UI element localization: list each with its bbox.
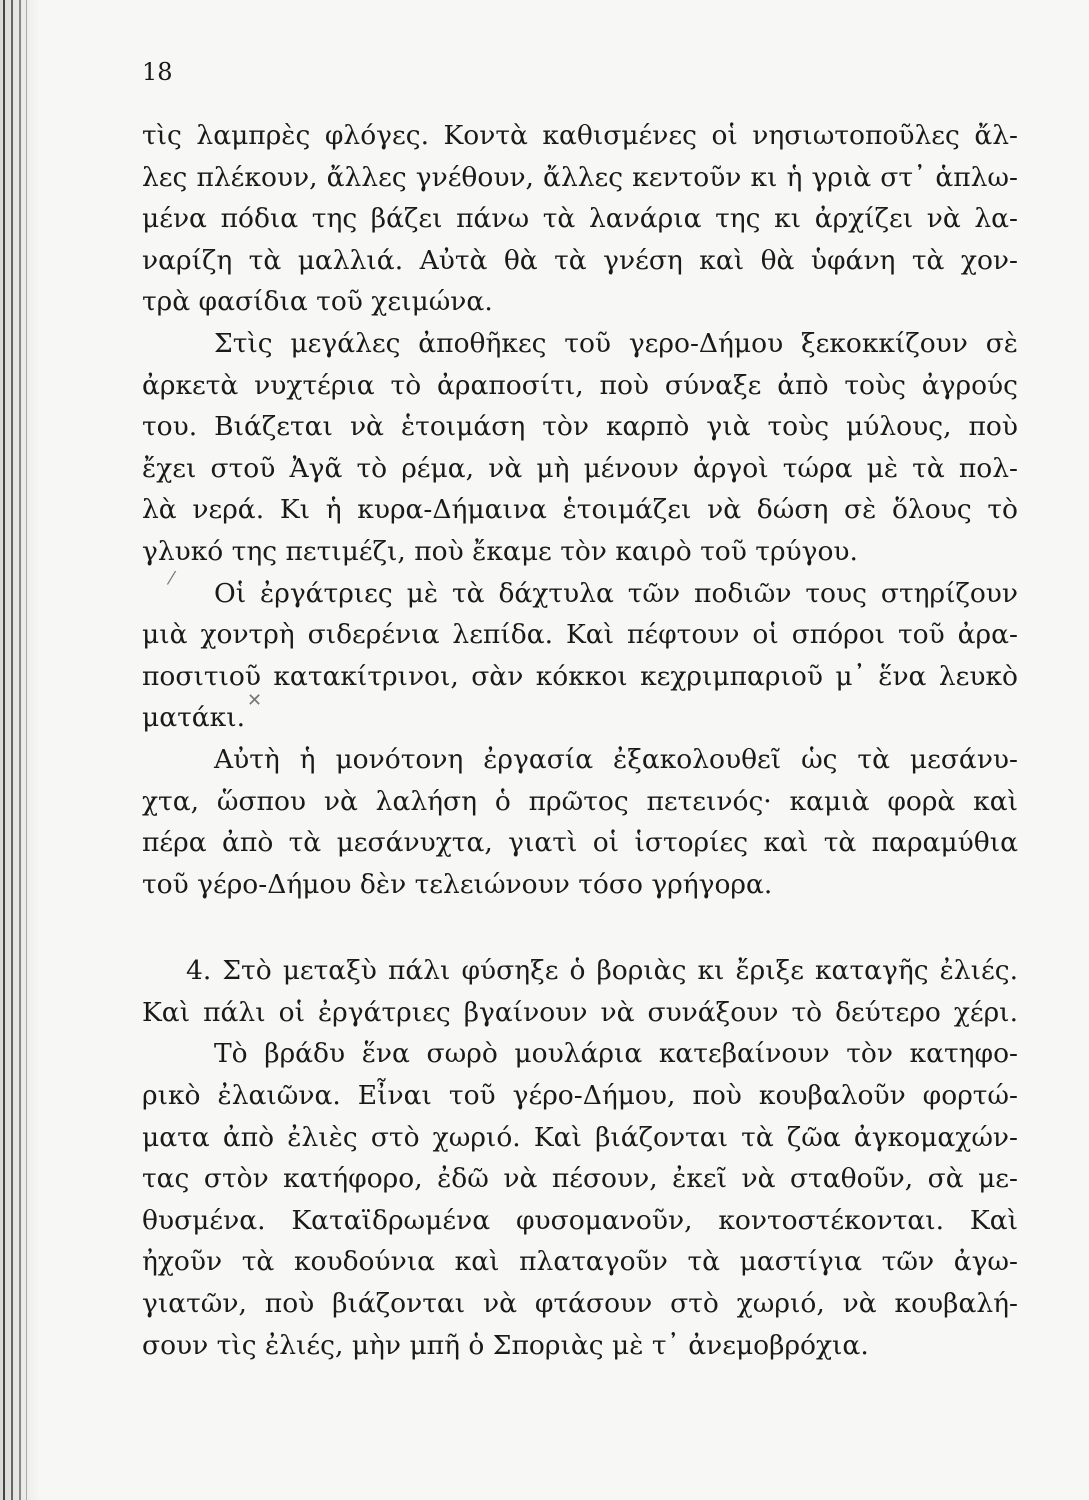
body-text xyxy=(142,115,1018,1366)
text-line: σουν τὶς ἐλιές, μὴν μπῆ ὁ Σποριὰς μὲ τ᾽ ἀνεμοβρόχια. xyxy=(142,1329,869,1361)
pencil-mark-icon: ✕ xyxy=(247,690,263,711)
text-line: ναρίζη τὰ μαλλιά. Αὐτὰ θὰ τὰ γνέση καὶ θὰ ὑφάνη τὰ χον- xyxy=(142,244,1018,276)
text-line: ἠχοῦν τὰ κουδούνια καὶ πλαταγοῦν τὰ μαστίγια τῶν ἀγω- xyxy=(142,1246,1018,1278)
text-line: ρικὸ ἐλαιῶνα. Εἶναι τοῦ γέρο-Δήμου, ποὺ κουβαλοῦν φορτώ- xyxy=(142,1080,1018,1112)
text-line: Καὶ πάλι οἱ ἐργάτριες βγαίνουν νὰ συνάξουν τὸ δεύτερο χέρι. xyxy=(142,996,1018,1028)
text-line: τοῦ γέρο-Δήμου δὲν τελειώνουν τόσο γρήγορα. xyxy=(142,868,773,900)
text-line: 4. Στὸ μεταξὺ πάλι φύσηξε ὁ βοριὰς κι ἔριξε καταγῆς ἐλιές. xyxy=(186,955,1018,987)
text-line: γιατῶν, ποὺ βιάζονται νὰ φτάσουν στὸ χωριό, νὰ κουβαλή- xyxy=(142,1288,1018,1320)
text-line: ματάκι. xyxy=(142,702,246,734)
text-line: ἔχει στοῦ Ἀγᾶ τὸ ρέμα, νὰ μὴ μένουν ἀργοὶ τώρα μὲ τὰ πολ- xyxy=(142,452,1018,484)
text-line: μένα πόδια της βάζει πάνω τὰ λανάρια της κι ἀρχίζει νὰ λα- xyxy=(142,203,1018,235)
pencil-mark-icon: ⁄ xyxy=(170,568,174,589)
text-line: τας στὸν κατήφορο, ἐδῶ νὰ πέσουν, ἐκεῖ νὰ σταθοῦν, σὰ με- xyxy=(142,1163,1018,1195)
text-line: πέρα ἀπὸ τὰ μεσάνυχτα, γιατὶ οἱ ἱστορίες καὶ τὰ παραμύθια xyxy=(142,827,1018,859)
text-line: Στὶς μεγάλες ἀποθῆκες τοῦ γερο-Δήμου ξεκοκκίζουν σὲ xyxy=(214,327,1018,359)
page-edge xyxy=(11,0,13,1500)
section-gap xyxy=(142,905,1018,950)
text-line: ματα ἀπὸ ἐλιὲς στὸ χωριό. Καὶ βιάζονται τὰ ζῶα ἀγκομαχών- xyxy=(142,1121,1018,1153)
text-line: Τὸ βράδυ ἕνα σωρὸ μουλάρια κατεβαίνουν τὸν κατηφο- xyxy=(214,1038,1018,1070)
text-line: ἀρκετὰ νυχτέρια τὸ ἀραποσίτι, ποὺ σύναξε ἀπὸ τοὺς ἀγρούς xyxy=(142,369,1018,401)
page-edge xyxy=(3,0,5,1500)
text-line: θυσμένα. Καταϊδρωμένα φυσομανοῦν, κοντοστέκονται. Καὶ xyxy=(142,1204,1018,1236)
text-line: ποσιτιοῦ κατακίτρινοι, σὰν κόκκοι κεχριμπαριοῦ μ᾽ ἕνα λευκὸ xyxy=(142,660,1018,692)
text-line: γλυκό της πετιμέζι, ποὺ ἔκαμε τὸν καιρὸ τοῦ τρύγου. xyxy=(142,535,858,567)
text-line: μιὰ χοντρὴ σιδερένια λεπίδα. Καὶ πέφτουν οἱ σπόροι τοῦ ἀρα- xyxy=(142,619,1018,651)
page-number: 18 xyxy=(142,58,173,86)
text-line: τρὰ φασίδια τοῦ χειμώνα. xyxy=(142,286,493,318)
text-line: τὶς λαμπρὲς φλόγες. Κοντὰ καθισμένες οἱ νησιωτοποῦλες ἄλ- xyxy=(142,120,1018,151)
page-edge xyxy=(26,0,27,1500)
text-line: λες πλέκουν, ἄλλες γνέθουν, ἄλλες κεντοῦν κι ἡ γριὰ στ᾽ ἁπλω- xyxy=(142,161,1018,193)
text-line: λὰ νερά. Κι ἡ κυρα-Δήμαινα ἑτοιμάζει νὰ δώση σὲ ὅλους τὸ xyxy=(142,494,1018,526)
text-line: Αὐτὴ ἡ μονότονη ἐργασία ἐξακολουθεῖ ὡς τὰ μεσάνυ- xyxy=(214,743,1018,775)
text-line: του. Βιάζεται νὰ ἑτοιμάση τὸν καρπὸ γιὰ τοὺς μύλους, ποὺ xyxy=(142,411,1018,443)
text-line: Οἱ ἐργάτριες μὲ τὰ δάχτυλα τῶν ποδιῶν τους στηρίζουν xyxy=(214,577,1018,609)
text-line: χτα, ὥσπου νὰ λαλήση ὁ πρῶτος πετεινός· καμιὰ φορὰ καὶ xyxy=(142,785,1018,817)
page-edge xyxy=(19,0,21,1500)
